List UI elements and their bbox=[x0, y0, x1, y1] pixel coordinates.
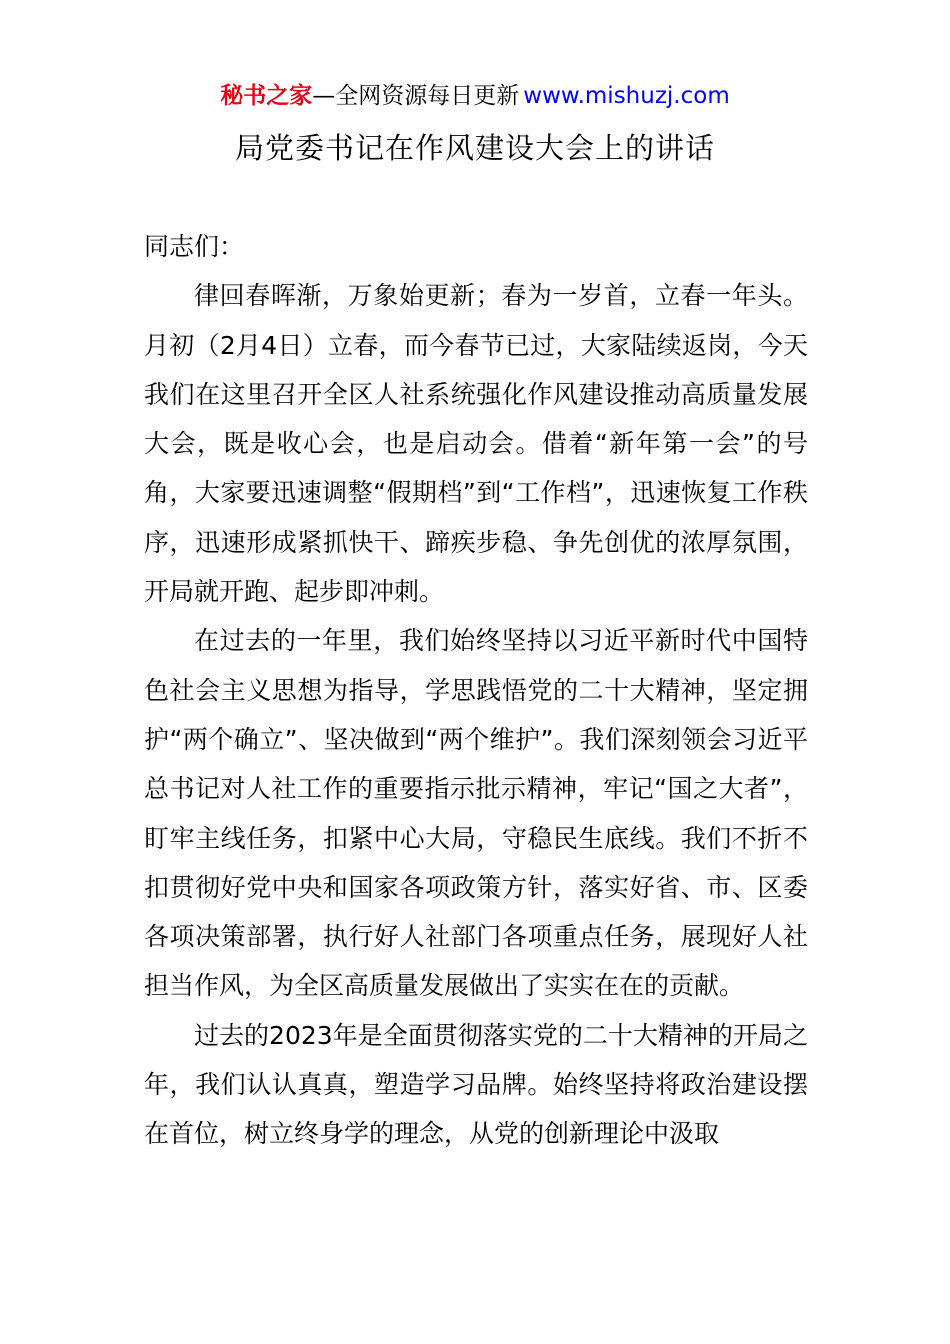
paragraph-3: 过去的2023年是全面贯彻落实党的二十大精神的开局之年，我们认认真真，塑造学习品牌。始终坚持将政治建设摆在首位，树立终身学的理念，从党的创新理论中汲取 bbox=[144, 1020, 808, 1149]
salutation: 同志们： bbox=[144, 232, 245, 261]
site-url-link[interactable]: www.mishuzj.com bbox=[523, 83, 730, 109]
site-header bbox=[0, 80, 950, 112]
brand-name: 秘书之家 bbox=[220, 83, 313, 109]
site-tagline: —全网资源每日更新 bbox=[312, 83, 520, 109]
paragraph-1: 律回春晖渐，万象始更新；春为一岁首，立春一年头。月初（2月4日）立春，而今春节已过，大家陆续返岗，今天我们在这里召开全区人社系统强化作风建设推动高质量发展大会，既是收心会，也是启动会。借着“新年第一会”的号角，大家要迅速调整“假期档”到“工作档”，迅速恢复工作秩序，迅速形成紧抓快干、蹄疾步稳、争先创优的浓厚氛围，开局就开跑、起步即冲刺。 bbox=[144, 281, 808, 607]
document-title: 局党委书记在作风建设大会上的讲话 bbox=[234, 131, 715, 165]
paragraph-2: 在过去的一年里，我们始终坚持以习近平新时代中国特色社会主义思想为指导，学思践悟党的二十大精神，坚定拥护“两个确立”、坚决做到“两个维护”。我们深刻领会习近平总书记对人社工作的重要指示批示精神，牢记“国之大者”，盯牢主线任务，扣紧中心大局，守稳民生底线。我们不折不扣贯彻好党中央和国家各项政策方针，落实好省、市、区委各项决策部署，执行好人社部门各项重点任务，展现好人社担当作风，为全区高质量发展做出了实实在在的贡献。 bbox=[144, 626, 808, 1001]
document-body bbox=[144, 222, 808, 1159]
